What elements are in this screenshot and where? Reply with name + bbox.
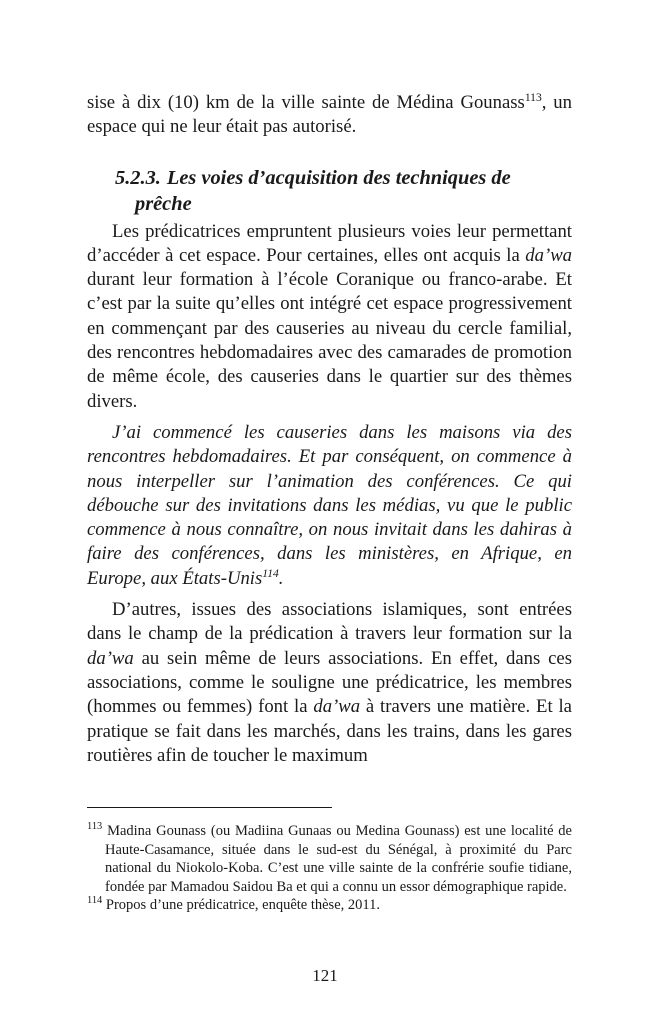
paragraph-text: durant leur formation à l’école Coranique ou franco-arabe. Et c’est par la suite qu’elles ont intégré cet espace progressivement en commençant par des causeries au niveau du cercle familial, des rencontres hebdomadaires avec des camarades de promotion de même école, des causeries dans le quartier sur des thèmes divers. bbox=[87, 269, 572, 412]
italic-term: da’wa bbox=[525, 244, 572, 266]
paragraph-text: , un espace qui ne leur était pas autorisé. bbox=[87, 92, 572, 138]
section-title: Les voies d’acquisition des techniques de prêche bbox=[135, 166, 511, 215]
footnote-reference[interactable]: 114 bbox=[262, 566, 279, 580]
footnote-number: 114 bbox=[87, 895, 103, 907]
footnotes bbox=[87, 822, 572, 915]
quote-end: . bbox=[278, 567, 284, 589]
interview-quote bbox=[87, 421, 572, 591]
paragraph bbox=[87, 220, 572, 414]
quote-text: J’ai commencé les causeries dans les maisons via des rencontres hebdomadaires. Et par conséquent, on commence à nous interpeller sur l’animation des conférences. Ce qui débouche sur des invitations dans les médias, vu que le public commence à nous connaître, on nous invitait dans les dahiras à faire des conférences, dans les ministères, en Afrique, en Europe, aux États-Unis bbox=[87, 421, 572, 589]
footnote bbox=[87, 822, 572, 896]
footnote bbox=[87, 896, 572, 915]
footnote-text: Propos d’une prédicatrice, enquête thèse, 2011. bbox=[105, 897, 380, 914]
paragraph-text: à travers une matière. Et la pratique se fait dans les marchés, dans les trains, dans les gares routières afin de toucher le maximum bbox=[87, 696, 572, 766]
italic-term: da’wa bbox=[313, 696, 361, 718]
continued-paragraph bbox=[87, 91, 572, 140]
section-heading bbox=[115, 165, 572, 217]
footnote-reference[interactable]: 113 bbox=[524, 90, 542, 104]
page-number: 121 bbox=[312, 966, 338, 985]
paragraph-text: D’autres, issues des associations islamiques, sont entrées dans le champ de la prédication à travers leur formation sur la bbox=[87, 599, 572, 645]
section-number: 5.2.3. bbox=[115, 166, 161, 189]
footnote-separator bbox=[87, 807, 332, 808]
footnote-text: Madina Gounass (ou Madiina Gunaas ou Medina Gounass) est une localité de Haute-Casamance, située dans le sud-est du Sénégal, à proximité du Parc national du Niokolo-Koba. C’est une ville sainte de la confrérie soufie tidiane, fondée par Mamadou Saidou Ba et qui a connu un essor démographique rapide. bbox=[105, 823, 572, 895]
footnote-number: 113 bbox=[87, 821, 103, 833]
italic-term: da’wa bbox=[87, 647, 134, 669]
body-text bbox=[87, 91, 572, 768]
paragraph-text: Les prédicatrices empruntent plusieurs voies leur permettant d’accéder à cet espace. Pour certaines, elles ont acquis la bbox=[87, 220, 572, 266]
paragraph-text: au sein même de leurs associations. En effet, dans ces associations, comme le souligne une prédicatrice, les membres (hommes ou femmes) font la bbox=[87, 647, 572, 718]
paragraph bbox=[87, 598, 572, 768]
paragraph-text: sise à dix (10) km de la ville sainte de Médina Gounass bbox=[87, 92, 525, 113]
